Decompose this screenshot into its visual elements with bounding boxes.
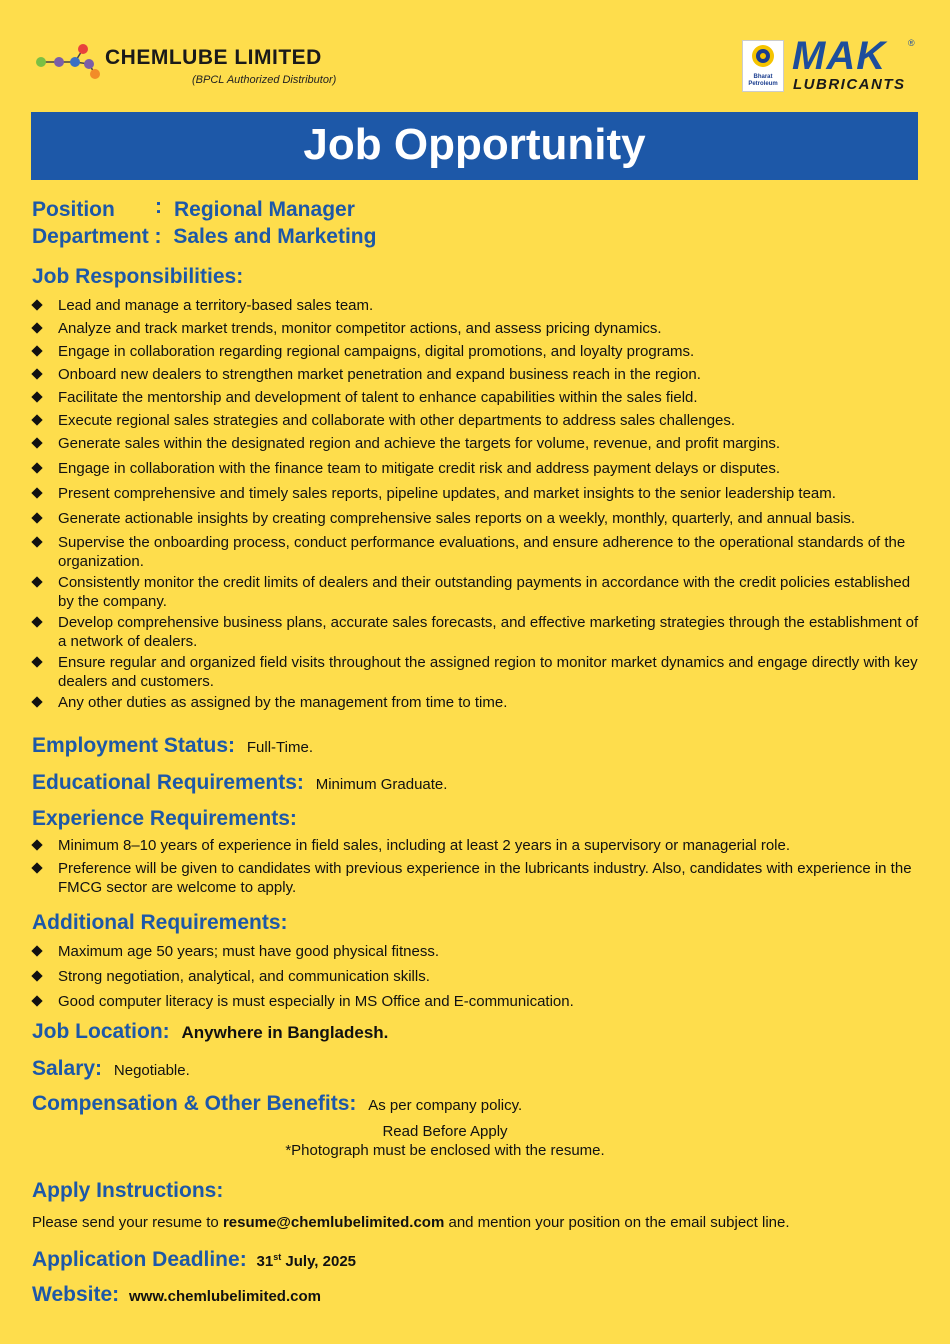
list-item	[32, 342, 922, 361]
list-item-text: Good computer literacy is must especially in MS Office and E-communication.	[58, 993, 574, 1010]
employment-row	[32, 734, 313, 758]
bullet-diamond-icon	[31, 616, 42, 627]
list-item	[32, 653, 922, 691]
benefits-label: Compensation & Other Benefits:	[32, 1092, 357, 1115]
list-item	[32, 459, 922, 478]
education-label: Educational Requirements:	[32, 771, 304, 794]
department-row	[32, 225, 376, 249]
responsibilities-heading: Job Responsibilities:	[32, 265, 244, 288]
list-item	[32, 434, 922, 453]
bullet-diamond-icon	[31, 576, 42, 587]
list-item	[32, 992, 922, 1011]
photograph-note: *Photograph must be enclosed with the resume.	[285, 1142, 605, 1159]
list-item	[32, 319, 922, 338]
apply-email-link[interactable]: resume@chemlubelimited.com	[222, 1214, 445, 1231]
brand-subtitle: LUBRICANTS	[793, 76, 906, 93]
list-item-text: Generate sales within the designated region and achieve the targets for volume, revenue, and profit margins.	[58, 435, 781, 452]
list-item	[32, 836, 922, 855]
apply-text-before: Please send your resume to	[32, 1214, 223, 1231]
list-item-text: Maximum age 50 years; must have good physical fitness.	[58, 943, 440, 960]
list-item-text: Present comprehensive and timely sales reports, pipeline updates, and market insights to the senior leadership team.	[58, 485, 836, 502]
education-row	[32, 771, 447, 795]
bullet-diamond-icon	[31, 536, 42, 547]
list-item-text: Generate actionable insights by creating comprehensive sales reports on a weekly, monthly, quarterly, and annual basis.	[58, 510, 856, 527]
deadline-row	[32, 1248, 356, 1272]
company-subtitle: (BPCL Authorized Distributor)	[192, 74, 337, 86]
list-item	[32, 365, 922, 384]
list-item-text: Preference will be given to candidates with previous experience in the lubricants industry. Also, candidates with experience in the FMCG sector are welcome to apply.	[58, 860, 912, 896]
job-opportunity-banner: Job Opportunity	[31, 112, 918, 180]
bullet-diamond-icon	[31, 970, 42, 981]
list-item	[32, 573, 922, 611]
registered-mark: ®	[908, 38, 915, 48]
department-label: Department :	[32, 225, 162, 248]
list-item	[32, 509, 922, 528]
salary-value: Negotiable.	[113, 1062, 190, 1079]
salary-row	[32, 1057, 190, 1081]
apply-text-after: and mention your position on the email subject line.	[444, 1214, 790, 1231]
bharat-petroleum-icon	[743, 41, 783, 73]
experience-list	[32, 836, 922, 897]
position-label: Position	[32, 198, 115, 221]
molecule-icon	[35, 42, 103, 82]
apply-heading: Apply Instructions:	[32, 1179, 224, 1202]
list-item-text: Strong negotiation, analytical, and communication skills.	[58, 968, 430, 985]
bullet-diamond-icon	[31, 945, 42, 956]
list-item	[32, 411, 922, 430]
bullet-diamond-icon	[31, 414, 42, 425]
website-label: Website:	[32, 1283, 120, 1306]
bullet-diamond-icon	[31, 487, 42, 498]
department-value: Sales and Marketing	[173, 225, 377, 248]
bullet-diamond-icon	[31, 512, 42, 523]
list-item	[32, 942, 922, 961]
bharat-petroleum-badge	[742, 40, 784, 92]
website-link[interactable]: www.chemlubelimited.com	[128, 1288, 321, 1305]
deadline-label: Application Deadline:	[32, 1248, 247, 1271]
position-value: Regional Manager	[174, 198, 355, 221]
bullet-diamond-icon	[31, 656, 42, 667]
employment-label: Employment Status:	[32, 734, 236, 757]
list-item	[32, 533, 922, 571]
list-item-text: Analyze and track market trends, monitor competitor actions, and assess pricing dynamics.	[58, 320, 662, 337]
bullet-diamond-icon	[31, 839, 42, 850]
bullet-diamond-icon	[31, 299, 42, 310]
bullet-diamond-icon	[31, 437, 42, 448]
list-item-text: Facilitate the mentorship and development of talent to enhance capabilities within the sales field.	[58, 389, 698, 406]
list-item	[32, 967, 922, 986]
list-item	[32, 613, 922, 651]
list-item-text: Engage in collaboration regarding regional campaigns, digital promotions, and loyalty programs.	[58, 343, 695, 360]
list-item-text: Consistently monitor the credit limits of dealers and their outstanding payments in accordance with the credit policies established by the company.	[58, 574, 911, 610]
salary-label: Salary:	[32, 1057, 103, 1080]
location-row	[32, 1020, 388, 1044]
bullet-diamond-icon	[31, 322, 42, 333]
additional-list	[32, 942, 922, 1011]
responsibilities-list	[32, 296, 922, 712]
company-name: CHEMLUBE LIMITED	[105, 46, 322, 69]
apply-instructions-text	[32, 1214, 790, 1231]
list-item	[32, 859, 922, 897]
bharat-petroleum-text: Bharat Petroleum	[748, 74, 778, 87]
chemlube-logo	[35, 40, 355, 92]
list-item-text: Supervise the onboarding process, conduct performance evaluations, and ensure adherence to the operational standards of the organization.	[58, 534, 906, 570]
benefits-row	[32, 1092, 522, 1116]
mak-lubricants-logo	[742, 34, 922, 96]
list-item	[32, 693, 922, 712]
employment-value: Full-Time.	[246, 739, 313, 756]
list-item-text: Minimum 8–10 years of experience in field sales, including at least 2 years in a supervisory or managerial role.	[58, 837, 791, 854]
list-item-text: Any other duties as assigned by the management from time to time.	[58, 694, 508, 711]
position-row	[32, 195, 355, 222]
additional-heading: Additional Requirements:	[32, 911, 288, 934]
bullet-diamond-icon	[31, 696, 42, 707]
location-label: Job Location:	[32, 1020, 170, 1043]
bullet-diamond-icon	[31, 995, 42, 1006]
list-item	[32, 296, 922, 315]
education-value: Minimum Graduate.	[315, 776, 448, 793]
position-colon: :	[155, 195, 162, 218]
benefits-value: As per company policy.	[368, 1097, 523, 1114]
list-item-text: Engage in collaboration with the finance team to mitigate credit risk and address payment delays or disputes.	[58, 460, 781, 477]
read-before-apply: Read Before Apply	[382, 1123, 508, 1140]
deadline-rest: July, 2025	[281, 1253, 357, 1270]
list-item	[32, 388, 922, 407]
bullet-diamond-icon	[31, 345, 42, 356]
list-item-text: Develop comprehensive business plans, accurate sales forecasts, and effective marketing strategies through the establishment of a network of dealers.	[58, 614, 919, 650]
bullet-diamond-icon	[31, 862, 42, 873]
list-item-text: Ensure regular and organized field visits throughout the assigned region to monitor market dynamics and engage directly with key dealers and customers.	[58, 654, 918, 690]
list-item-text: Execute regional sales strategies and collaborate with other departments to address sales challenges.	[58, 412, 736, 429]
brand-name: MAK	[792, 34, 887, 78]
bullet-diamond-icon	[31, 391, 42, 402]
website-row	[32, 1283, 321, 1307]
deadline-value	[257, 1253, 356, 1270]
list-item-text: Onboard new dealers to strengthen market penetration and expand business reach in the region.	[58, 366, 701, 383]
deadline-suffix: st	[273, 1252, 282, 1262]
deadline-day: 31	[256, 1253, 274, 1270]
bullet-diamond-icon	[31, 462, 42, 473]
experience-heading: Experience Requirements:	[32, 807, 297, 830]
bullet-diamond-icon	[31, 368, 42, 379]
location-value: Anywhere in Bangladesh.	[181, 1023, 389, 1042]
list-item-text: Lead and manage a territory-based sales team.	[58, 297, 374, 314]
list-item	[32, 484, 922, 503]
